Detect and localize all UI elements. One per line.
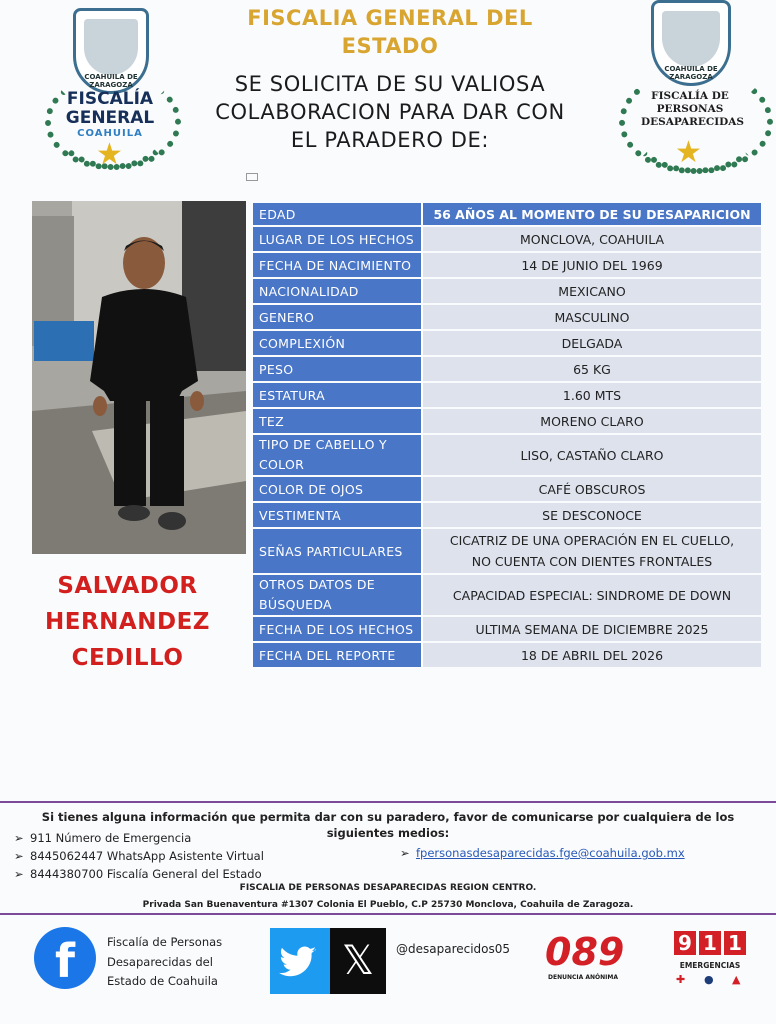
detail-row-fecha-hechos (253, 617, 761, 641)
fire-icon: ▲ (732, 973, 741, 986)
cross-icon: ✚ (676, 973, 686, 986)
agency-title (200, 4, 580, 60)
request-line-3: EL PARADERO DE: (290, 128, 490, 152)
detail-label: COMPLEXIÓN (253, 331, 423, 355)
detail-value: SE DESCONOCE (423, 503, 761, 527)
emergencias-911-logo: 9 1 1 EMERGENCIAS ✚ ● ▲ (670, 931, 750, 991)
detail-row-complexion (253, 331, 761, 355)
detail-label: PESO (253, 357, 423, 381)
detail-row-ojos (253, 477, 761, 501)
facebook-page-name: Fiscalía de Personas Desaparecidas del Estado de Coahuila (107, 935, 223, 988)
fiscalia-personas-desaparecidas-logo: COAHUILA DE ZARAGOZA FISCALÍA DE PERSONAS DESAPARECIDAS ★ (615, 0, 765, 170)
missing-person-photo (32, 201, 246, 554)
agency-title-line-1: FISCALIA GENERAL DEL (247, 6, 533, 30)
detail-row-lugar (253, 227, 761, 251)
detail-row-fecha-reporte (253, 643, 761, 667)
detail-label: EDAD (253, 203, 423, 225)
detail-value: 56 AÑOS AL MOMENTO DE SU DESAPARICION (423, 203, 761, 225)
image-placeholder-icon (246, 173, 258, 181)
denuncia-anonima-logo: 089 DENUNCIA ANÓNIMA (545, 930, 625, 981)
detail-label: FECHA DEL REPORTE (253, 643, 423, 667)
detail-label: FECHA DE NACIMIENTO (253, 253, 423, 277)
contact-email (400, 846, 685, 860)
detail-value: 1.60 MTS (423, 383, 761, 407)
first-name: SALVADOR (57, 573, 198, 599)
detail-label: VESTIMENTA (253, 503, 423, 527)
detail-label: COLOR DE OJOS (253, 477, 423, 501)
detail-label: LUGAR DE LOS HECHOS (253, 227, 423, 251)
detail-value: MEXICANO (423, 279, 761, 303)
collaboration-request (190, 70, 590, 154)
detail-row-tez (253, 409, 761, 433)
detail-label: OTROS DATOS DE BÚSQUEDA (253, 575, 423, 615)
detail-row-estatura (253, 383, 761, 407)
detail-row-peso (253, 357, 761, 381)
detail-row-senas (253, 529, 761, 573)
detail-value: MASCULINO (423, 305, 761, 329)
detail-value: CAFÉ OBSCUROS (423, 477, 761, 501)
detail-label: TIPO DE CABELLO Y COLOR (253, 435, 423, 475)
detail-row-vestimenta (253, 503, 761, 527)
divider (0, 913, 776, 915)
detail-row-genero (253, 305, 761, 329)
detail-label: NACIONALIDAD (253, 279, 423, 303)
detail-row-nacionalidad (253, 279, 761, 303)
twitter-icon[interactable] (270, 928, 330, 994)
office-name: FISCALIA DE PERSONAS DESAPARECIDAS REGION CENTRO. (239, 883, 537, 893)
detail-label: TEZ (253, 409, 423, 433)
detail-label: GENERO (253, 305, 423, 329)
state-seal-icon: COAHUILA DE ZARAGOZA (73, 8, 149, 94)
detail-value: ULTIMA SEMANA DE DICIEMBRE 2025 (423, 617, 761, 641)
detail-label: ESTATURA (253, 383, 423, 407)
arrow-icon: ➢ (14, 867, 24, 881)
contact-item: ➢ 8444380700 Fiscalía General del Estado (14, 867, 262, 881)
state-seal-icon: COAHUILA DE ZARAGOZA (651, 0, 731, 86)
surname-1: HERNANDEZ (45, 609, 210, 635)
detail-row-nacimiento (253, 253, 761, 277)
detail-row-cabello (253, 435, 761, 475)
detail-value: 18 DE ABRIL DEL 2026 (423, 643, 761, 667)
star-icon: ★ (675, 135, 702, 170)
detail-value: 14 DE JUNIO DEL 1969 (423, 253, 761, 277)
divider (0, 801, 776, 803)
person-details-table (253, 201, 761, 669)
detail-label: FECHA DE LOS HECHOS (253, 617, 423, 641)
police-icon: ● (704, 973, 714, 986)
detail-value: 65 KG (423, 357, 761, 381)
detail-value: CAPACIDAD ESPECIAL: SINDROME DE DOWN (423, 575, 761, 615)
contact-heading: Si tienes alguna información que permita dar con su paradero, favor de comunicarse por cualquiera de los siguientes medios: (41, 810, 735, 840)
contact-list (14, 829, 264, 883)
detail-value: MONCLOVA, COAHUILA (423, 227, 761, 251)
social-handle: @desaparecidos05 (396, 942, 511, 956)
surname-2: CEDILLO (71, 645, 184, 671)
star-icon: ★ (96, 137, 123, 172)
request-line-1: SE SOLICITA DE SU VALIOSA (234, 72, 546, 96)
contact-item: ➢ 8445062447 WhatsApp Asistente Virtual (14, 849, 264, 863)
facebook-icon[interactable]: f (34, 927, 96, 989)
office-address (0, 880, 776, 914)
request-line-2: COLABORACION PARA DAR CON (215, 100, 565, 124)
detail-value: LISO, CASTAÑO CLARO (423, 435, 761, 475)
detail-value: MORENO CLARO (423, 409, 761, 433)
arrow-icon: ➢ (400, 846, 410, 860)
detail-value: CICATRIZ DE UNA OPERACIÓN EN EL CUELLO, NO CUENTA CON DIENTES FRONTALES (423, 529, 761, 573)
x-logo-icon[interactable]: 𝕏 (330, 928, 386, 994)
detail-value: DELGADA (423, 331, 761, 355)
email-link[interactable]: fpersonasdesaparecidas.fge@coahuila.gob.mx (416, 846, 685, 860)
contact-item: ➢ 911 Número de Emergencia (14, 831, 192, 845)
detail-label: SEÑAS PARTICULARES (253, 529, 423, 573)
detail-row-otros (253, 575, 761, 615)
agency-title-line-2: ESTADO (341, 34, 439, 58)
arrow-icon: ➢ (14, 831, 24, 845)
fiscalia-general-logo: COAHUILA DE ZARAGOZA FISCALÍA GENERAL COAHUILA ★ (45, 8, 175, 168)
missing-person-name (20, 568, 235, 676)
office-street: Privada San Buenaventura #1307 Colonia El Pueblo, C.P 25730 Monclova, Coahuila de Zaragoza. (142, 900, 634, 910)
detail-row-edad (253, 203, 761, 225)
arrow-icon: ➢ (14, 849, 24, 863)
